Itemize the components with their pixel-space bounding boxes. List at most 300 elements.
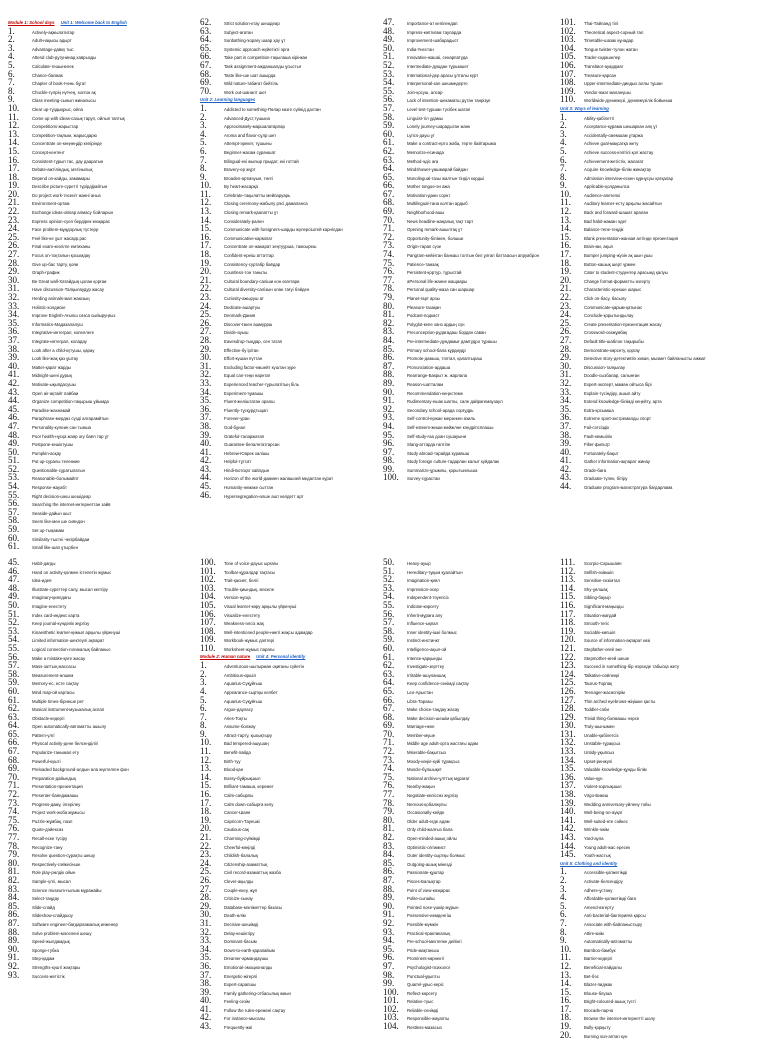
item-text: Communicate with foreigners-шарды жүлерсіштей карнілдан bbox=[224, 227, 343, 233]
item-text: Achieve goal-мақсатқа жету bbox=[584, 141, 639, 147]
vocab-item bbox=[560, 867, 760, 876]
vocab-item bbox=[383, 756, 563, 765]
item-text: News headline-жаңалық тақт тарт bbox=[407, 218, 474, 224]
item-text: Intense-қарқынды bbox=[407, 655, 443, 661]
item-text: Doodle-сызбалар, салынған bbox=[584, 373, 640, 379]
vocab-item bbox=[200, 824, 380, 833]
item-text: Patience-тамзақ bbox=[407, 261, 439, 267]
vocab-item bbox=[200, 396, 380, 405]
item-text: Presenter-баяндамашы bbox=[32, 793, 79, 799]
item-text: Click on-басу, басылу bbox=[584, 296, 627, 301]
item-number: 11. bbox=[560, 197, 571, 208]
item-text: Subject-ағатан bbox=[224, 29, 253, 35]
item-number: 25. bbox=[200, 866, 212, 877]
vocab-item bbox=[560, 1005, 760, 1014]
item-number: 119. bbox=[560, 625, 576, 636]
item-text: Criticize-сынау bbox=[224, 896, 253, 902]
item-number: 67. bbox=[200, 59, 212, 70]
item-number: 123. bbox=[560, 660, 576, 671]
vocab-item bbox=[200, 936, 380, 945]
vocab-item bbox=[200, 833, 380, 842]
item-text: Nervous-қобалжулы bbox=[407, 801, 447, 807]
vocab-item bbox=[200, 259, 380, 268]
vocab-item bbox=[383, 370, 563, 379]
item-text: Inherit-мұраға алу bbox=[407, 612, 443, 618]
item-number: 33. bbox=[200, 377, 212, 388]
vocab-item bbox=[560, 567, 760, 576]
item-number: 35. bbox=[560, 403, 572, 414]
vocab-item bbox=[560, 130, 760, 139]
item-text: Punctual-ұқыпты bbox=[407, 973, 440, 979]
item-number: 59. bbox=[8, 677, 20, 688]
vocab-item bbox=[200, 575, 380, 584]
vocab-item bbox=[560, 431, 760, 440]
item-text: Translator-ауардмат bbox=[584, 63, 624, 69]
item-text: Personality-кулеин сан тынша bbox=[32, 424, 91, 430]
vocab-item bbox=[383, 893, 563, 902]
item-text: Select-таңдау bbox=[32, 896, 60, 902]
item-text: Reasonable-болымайпт bbox=[32, 476, 79, 482]
vocab-item bbox=[383, 52, 563, 61]
item-text: Celebrate-тақылатты мейпаруарь bbox=[224, 192, 291, 198]
item-text: Bad tempered-ашушаң bbox=[224, 741, 269, 747]
item-number: 66. bbox=[383, 180, 395, 191]
item-number: 69. bbox=[383, 720, 395, 731]
item-number: 79. bbox=[8, 849, 20, 860]
item-text: Project work-жоба жұмысы bbox=[32, 810, 85, 816]
item-text: Psychologist-психолог bbox=[407, 964, 451, 970]
item-text: Graduate-түлек, бітіру bbox=[584, 476, 628, 482]
item-number: 84. bbox=[383, 849, 395, 860]
item-text: Experiment-тұмашы bbox=[224, 390, 264, 396]
item-text: Treasure-қарсан bbox=[584, 72, 617, 78]
vocab-item bbox=[200, 121, 380, 130]
vocab-item bbox=[8, 678, 188, 687]
vocab-item bbox=[200, 173, 380, 182]
vocab-item bbox=[383, 465, 563, 474]
item-number: 2. bbox=[200, 111, 207, 122]
vocab-item bbox=[200, 988, 380, 997]
item-number: 57. bbox=[8, 660, 20, 671]
vocab-item bbox=[200, 953, 380, 962]
vocab-item bbox=[200, 971, 380, 980]
item-number: 35. bbox=[200, 395, 212, 406]
item-number: 65. bbox=[8, 728, 20, 739]
vocab-item bbox=[200, 61, 380, 70]
section-heading bbox=[560, 859, 760, 868]
vocab-item bbox=[383, 781, 563, 790]
item-number: 72. bbox=[8, 789, 20, 800]
vocab-item bbox=[8, 284, 188, 293]
vocab-item bbox=[383, 962, 563, 971]
vocab-item bbox=[200, 678, 380, 687]
item-number: 77. bbox=[8, 832, 20, 842]
vocab-item bbox=[383, 250, 563, 259]
item-number: 106. bbox=[200, 608, 216, 619]
item-text: Task assignment-ажданшалды ұсыстығ bbox=[224, 63, 302, 69]
item-text: Survey-сұрастаи bbox=[407, 476, 440, 482]
item-number: 43. bbox=[560, 472, 572, 483]
vocab-item bbox=[383, 919, 563, 928]
vocab-item bbox=[200, 979, 380, 988]
vocab-item bbox=[560, 293, 760, 302]
vocab-item bbox=[8, 241, 188, 250]
item-text: Charming-сүйкімді bbox=[224, 836, 261, 841]
item-number: 46. bbox=[200, 489, 212, 500]
item-text: Bumper jumping-жүзін ақ шын ұшы bbox=[584, 253, 653, 259]
vocab-item bbox=[8, 267, 188, 276]
vocab-item bbox=[383, 696, 563, 705]
vocab-item bbox=[200, 842, 380, 851]
item-number: 68. bbox=[383, 711, 395, 722]
item-number: 2. bbox=[8, 34, 15, 45]
item-number: 12. bbox=[200, 754, 212, 765]
vocab-item bbox=[8, 919, 188, 928]
vocab-item bbox=[560, 27, 760, 36]
item-number: 78. bbox=[383, 797, 395, 808]
item-text: Blank presentation-жанзая алтінде презентация bbox=[584, 235, 679, 241]
item-text: Focus on-тоқталын қосымдау bbox=[32, 253, 91, 259]
vocab-item bbox=[8, 781, 188, 790]
item-text: Pride-мақтаныш bbox=[407, 947, 439, 953]
vocab-item bbox=[383, 233, 563, 242]
item-number: 122. bbox=[560, 651, 576, 662]
vocab-item bbox=[8, 876, 188, 885]
vocab-item bbox=[8, 945, 188, 954]
item-text: Final exam-кезгілге емтиханы bbox=[32, 244, 91, 250]
item-text: Value-құн bbox=[584, 775, 603, 781]
item-text: Scorpio-Сарышаян bbox=[584, 561, 622, 566]
section-heading bbox=[200, 95, 380, 104]
vocab-item bbox=[560, 919, 760, 928]
item-number: 12. bbox=[200, 197, 212, 208]
item-text: Paraphrase-мердөз сүзді алгарамйтын bbox=[32, 416, 109, 422]
item-text: Imaginary-қиялдағы bbox=[32, 595, 71, 601]
item-text: Persistent-қортур, тұрыстай bbox=[407, 270, 462, 276]
vocab-item bbox=[8, 156, 188, 165]
vocab-item bbox=[560, 644, 760, 653]
vocab-item bbox=[200, 353, 380, 362]
vocab-item bbox=[383, 327, 563, 336]
vocab-item bbox=[383, 396, 563, 405]
item-text: Informatics-Мадазалалуш bbox=[32, 321, 83, 327]
item-number: 71. bbox=[383, 223, 395, 234]
vocab-item bbox=[200, 747, 380, 756]
item-number: 22. bbox=[200, 283, 212, 294]
item-number: 53. bbox=[383, 68, 395, 79]
item-text: Effective-бу ірітан bbox=[224, 347, 259, 353]
item-number: 81. bbox=[8, 866, 20, 877]
item-number: 43. bbox=[8, 386, 20, 397]
item-number: 13. bbox=[560, 214, 572, 225]
item-number: 68. bbox=[383, 197, 395, 208]
vocab-item bbox=[383, 567, 563, 576]
item-number: 3. bbox=[200, 120, 207, 131]
vocab-item bbox=[560, 422, 760, 431]
vocab-item bbox=[383, 601, 563, 610]
vocab-item bbox=[8, 310, 188, 319]
item-number: 101. bbox=[383, 995, 399, 1006]
item-text: Truly-шынымен bbox=[584, 724, 615, 730]
item-text: Small like-шап ұтырбен bbox=[32, 545, 78, 551]
item-text: Feeling-сезім bbox=[224, 999, 250, 1005]
item-number: 74. bbox=[383, 763, 395, 774]
item-text: Communicate-қарым-қатынас bbox=[584, 304, 643, 310]
item-number: 113. bbox=[560, 574, 576, 585]
item-text: Trivial thing-болмашы нәрсе bbox=[584, 715, 640, 721]
item-text: Achievement-жетістік, жалағат bbox=[584, 158, 644, 164]
item-text: Opening remark-ашылтақ ұт bbox=[407, 227, 463, 233]
vocab-item bbox=[200, 241, 380, 250]
vocab-item bbox=[383, 738, 563, 747]
item-number: 69. bbox=[200, 77, 212, 88]
vocab-item bbox=[200, 696, 380, 705]
item-number: 25. bbox=[560, 317, 572, 328]
item-text: Smooth-тегіс bbox=[584, 621, 610, 627]
item-text: Negotiate-келіссөз жүргізу bbox=[407, 793, 459, 799]
item-number: 51. bbox=[8, 608, 20, 619]
item-text: Family gathering-отбасылық жиын bbox=[224, 990, 291, 996]
vocab-item bbox=[383, 592, 563, 601]
item-number: 47. bbox=[383, 17, 395, 27]
item-text: Imagine-елестету bbox=[32, 603, 67, 609]
item-text: Software engineer-бағдарламалық инженер bbox=[32, 921, 118, 927]
item-number: 28. bbox=[200, 334, 212, 345]
item-text: Powerful-күшті bbox=[32, 758, 61, 764]
vocab-item bbox=[560, 721, 760, 730]
item-number: 68. bbox=[8, 754, 20, 765]
item-number: 111. bbox=[560, 557, 576, 567]
vocab-item bbox=[560, 996, 760, 1005]
item-number: 4. bbox=[200, 685, 207, 696]
item-number: 13. bbox=[200, 206, 212, 217]
vocab-item bbox=[383, 35, 563, 44]
item-text: Sunbathing-ҡорағу шаар ҳау ұт bbox=[224, 38, 286, 44]
item-text: Midnight-шені дурық bbox=[32, 373, 72, 379]
vocab-item bbox=[8, 362, 188, 371]
vocab-item bbox=[560, 747, 760, 756]
item-text: Slide-слайд bbox=[32, 904, 55, 910]
vocab-item bbox=[560, 44, 760, 53]
item-text: Extra-қосымша bbox=[584, 407, 614, 413]
item-text: Pleasure-тазақан bbox=[407, 304, 441, 310]
vocab-item bbox=[383, 953, 563, 962]
vocab-item bbox=[200, 644, 380, 653]
vocab-item bbox=[200, 962, 380, 971]
vocab-item bbox=[200, 267, 380, 276]
vocab-item bbox=[200, 687, 380, 696]
item-text: Inner identity-ішкі болмыс bbox=[407, 629, 457, 635]
item-number: 55. bbox=[383, 85, 395, 96]
item-text: Member-мүше bbox=[407, 732, 436, 738]
item-number: 60. bbox=[383, 642, 395, 653]
item-number: 34. bbox=[200, 943, 212, 954]
item-text: Balance-тепе-теңдік bbox=[584, 227, 624, 233]
item-number: 86. bbox=[383, 352, 395, 363]
vocab-item bbox=[200, 362, 380, 371]
item-text: Level test-тұршан түсібек шатап bbox=[407, 106, 471, 112]
item-text: Acceptance-кұрама шешаркан алқ ұт bbox=[584, 124, 658, 130]
vocab-item bbox=[383, 627, 563, 636]
vocab-item bbox=[560, 1031, 760, 1040]
vocab-item bbox=[560, 584, 760, 593]
vocab-item bbox=[200, 850, 380, 859]
item-text: Exchange ideas-ойлар алмасу бойларын bbox=[32, 210, 114, 216]
item-number: 12. bbox=[8, 120, 20, 131]
item-number: 29. bbox=[8, 266, 20, 277]
vocab-item bbox=[200, 431, 380, 440]
item-text: Planet-ғарт арзы bbox=[407, 296, 440, 301]
vocab-item bbox=[560, 379, 760, 388]
item-number: 17. bbox=[200, 797, 212, 808]
vocab-item bbox=[383, 1022, 563, 1031]
item-text: Communicative-кармілат bbox=[224, 235, 273, 241]
item-number: 52. bbox=[8, 463, 20, 474]
item-number: 121. bbox=[560, 642, 576, 653]
vocab-item bbox=[383, 971, 563, 980]
vocab-item bbox=[8, 971, 188, 980]
item-number: 76. bbox=[383, 780, 395, 791]
item-number: 141. bbox=[560, 814, 576, 825]
item-text: Give up-бас тарту, қояи bbox=[32, 261, 79, 267]
item-text: Virgo-Бикеш bbox=[584, 793, 609, 799]
item-number: 97. bbox=[383, 960, 395, 971]
item-number: 18. bbox=[200, 806, 212, 817]
item-number: 107. bbox=[560, 68, 576, 79]
item-number: 48. bbox=[383, 25, 395, 36]
vocab-item bbox=[200, 1005, 380, 1014]
item-text: Capricorn-Тауешкі bbox=[224, 818, 260, 824]
item-text: Ability-қабілетті bbox=[584, 115, 615, 121]
item-number: 44. bbox=[560, 481, 572, 492]
item-text: Adhere-ұстану bbox=[584, 887, 613, 893]
vocab-item bbox=[8, 738, 188, 747]
item-number: 58. bbox=[8, 668, 20, 679]
item-text: Beginner-жасам сұраншат bbox=[224, 149, 276, 155]
item-number: 34. bbox=[560, 395, 572, 406]
item-number: 12. bbox=[560, 960, 572, 971]
item-number: 88. bbox=[8, 926, 20, 937]
vocab-item bbox=[383, 388, 563, 397]
item-text: Tone of voice-дауыс ырғағы bbox=[224, 561, 279, 566]
item-number: 60. bbox=[8, 532, 20, 543]
vocab-item bbox=[200, 87, 380, 96]
column-1 bbox=[8, 18, 188, 552]
item-text: Default title-шаблон тақырыбы bbox=[584, 338, 644, 344]
item-number: 56. bbox=[8, 498, 20, 509]
item-number: 44. bbox=[8, 395, 20, 406]
column-4 bbox=[560, 557, 760, 1040]
item-number: 10. bbox=[200, 180, 212, 191]
item-number: 13. bbox=[200, 763, 212, 774]
item-text: Respectively-сәйкесінше bbox=[32, 861, 81, 867]
item-number: 48. bbox=[8, 429, 20, 440]
vocab-item bbox=[383, 928, 563, 937]
item-number: 75. bbox=[8, 814, 20, 825]
item-text: International-дер арасы ұлталы курт bbox=[407, 72, 479, 78]
item-text: India-Үнестан bbox=[407, 46, 434, 52]
item-number: 8. bbox=[560, 926, 567, 937]
vocab-item bbox=[560, 173, 760, 182]
item-number: 91. bbox=[8, 952, 20, 963]
vocab-item bbox=[560, 121, 760, 130]
vocab-item bbox=[200, 876, 380, 885]
item-text: Cultural boundary-саліши кон өзгетари bbox=[224, 278, 300, 284]
vocab-item bbox=[560, 799, 760, 808]
item-text: Reliable-сенімді bbox=[407, 1007, 439, 1013]
vocab-item bbox=[383, 790, 563, 799]
item-text: Competition-тақлым, жарысдарю bbox=[32, 132, 97, 138]
item-number: 14. bbox=[200, 771, 212, 782]
item-number: 85. bbox=[383, 343, 395, 354]
item-text: Untidy-ұқыпсыз bbox=[584, 750, 615, 756]
item-number: 41. bbox=[560, 455, 572, 466]
vocab-item bbox=[383, 824, 563, 833]
vocab-item bbox=[560, 781, 760, 790]
item-number: 70. bbox=[200, 85, 212, 96]
vocab-item bbox=[383, 413, 563, 422]
item-number: 38. bbox=[560, 429, 572, 440]
item-text: Impress-көптигам тауларда bbox=[407, 29, 462, 35]
item-text: Musical instrument-музыкалық аспап bbox=[32, 707, 105, 713]
vocab-item bbox=[200, 567, 380, 576]
item-number: 13. bbox=[560, 969, 572, 980]
vocab-item bbox=[200, 216, 380, 225]
vocab-item bbox=[383, 18, 563, 27]
item-text: Take part in competition-тақылаша кірінкан bbox=[224, 55, 308, 61]
item-number: 78. bbox=[8, 840, 20, 851]
item-number: 6. bbox=[560, 154, 567, 165]
column-4 bbox=[560, 18, 760, 512]
vocab-item bbox=[383, 558, 563, 567]
item-text: Concentrate on-жакарат зеңтуурша, тажсыреш bbox=[224, 244, 317, 250]
item-number: 62. bbox=[200, 17, 212, 27]
vocab-item bbox=[200, 592, 380, 601]
item-text: Experienced teacher-тұрылатітың біль bbox=[224, 381, 299, 387]
vocab-item bbox=[560, 1013, 760, 1022]
item-number: 66. bbox=[200, 51, 212, 62]
item-number: 49. bbox=[383, 34, 395, 45]
item-number: 6. bbox=[560, 909, 567, 920]
item-text: Guarantee-бепалнтатгарсан bbox=[224, 442, 280, 448]
vocab-item bbox=[560, 164, 760, 173]
item-number: 56. bbox=[383, 608, 395, 619]
vocab-item bbox=[383, 936, 563, 945]
item-text: Investigate-зерттеу bbox=[407, 664, 445, 670]
item-number: 50. bbox=[8, 599, 20, 610]
item-text: Recommendation-кеңестеме bbox=[407, 390, 463, 396]
vocab-item bbox=[560, 216, 760, 225]
vocab-item bbox=[8, 130, 188, 139]
item-number: 1. bbox=[560, 111, 567, 122]
item-number: 33. bbox=[560, 386, 572, 397]
unit-title: Unit 5: Clothing and identity bbox=[560, 860, 618, 866]
item-number: 69. bbox=[8, 763, 20, 774]
item-number: 67. bbox=[383, 188, 395, 199]
item-number: 31. bbox=[560, 369, 572, 380]
item-number: 99. bbox=[383, 463, 395, 474]
item-number: 26. bbox=[200, 874, 212, 885]
item-text: Dominant-басым bbox=[224, 939, 257, 945]
item-text: Primary school-бала кұрдиудр bbox=[407, 347, 466, 353]
item-text: Dedicate-ашартуы bbox=[224, 304, 261, 310]
vocab-item bbox=[200, 859, 380, 868]
item-text: Class meeting-сынып жиналысы bbox=[32, 98, 96, 104]
item-number: 24. bbox=[200, 300, 212, 311]
vocab-item bbox=[383, 164, 563, 173]
vocab-item bbox=[560, 850, 760, 859]
item-text: Bilingual-екі жылыр прыдат, екі ғоттай bbox=[224, 158, 299, 164]
